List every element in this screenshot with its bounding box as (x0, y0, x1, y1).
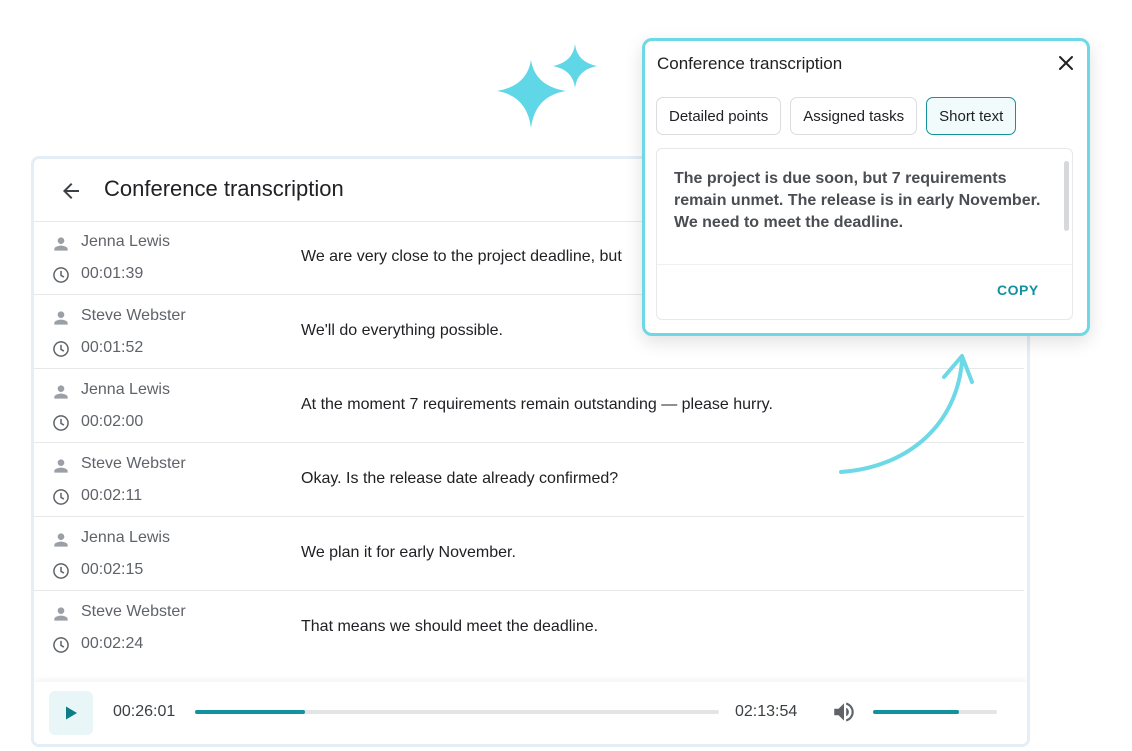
close-button[interactable] (1055, 52, 1077, 74)
timestamp: 00:02:15 (81, 561, 144, 578)
message-text: We'll do everything possible. (301, 322, 503, 339)
summary-popup (642, 38, 1090, 336)
scrollbar[interactable] (1064, 161, 1069, 231)
transcript-row[interactable] (34, 517, 1024, 591)
person-icon (51, 308, 71, 328)
person-icon (51, 456, 71, 476)
summary-text: The project is due soon, but 7 requirements remain unmet. The release is in early November. We need to meet the deadline. (674, 170, 1041, 231)
timestamp: 00:02:24 (81, 635, 144, 652)
progress-slider[interactable] (195, 710, 719, 714)
transcript-row[interactable] (34, 591, 1024, 664)
copy-button[interactable]: COPY (997, 282, 1039, 298)
tab-detailed-points[interactable]: Detailed points (656, 97, 781, 135)
divider (657, 264, 1072, 265)
curved-arrow-icon (835, 345, 980, 480)
clock-icon (51, 487, 71, 507)
message-text: That means we should meet the deadline. (301, 618, 599, 635)
timestamp: 00:01:52 (81, 339, 144, 356)
clock-icon (51, 635, 71, 655)
message-text: We plan it for early November. (301, 544, 516, 561)
volume-icon[interactable] (831, 699, 857, 725)
clock-icon (51, 339, 71, 359)
person-icon (51, 234, 71, 254)
play-icon (63, 705, 79, 721)
person-icon (51, 382, 71, 402)
speaker-name: Jenna Lewis (81, 233, 170, 250)
clock-icon (51, 265, 71, 285)
speaker-name: Steve Webster (81, 307, 186, 324)
audio-player (34, 682, 1027, 744)
play-button[interactable] (49, 691, 93, 735)
popup-title: Conference transcription (657, 54, 843, 73)
summary-tabs (656, 97, 1016, 135)
person-icon (51, 530, 71, 550)
close-icon (1058, 55, 1074, 71)
speaker-name: Steve Webster (81, 455, 186, 472)
summary-box (656, 148, 1073, 320)
message-text: At the moment 7 requirements remain outstanding — please hurry. (301, 396, 773, 413)
timestamp: 00:02:11 (81, 487, 143, 504)
speaker-name: Jenna Lewis (81, 529, 170, 546)
back-button[interactable] (57, 177, 85, 205)
timestamp: 00:02:00 (81, 413, 144, 430)
timestamp: 00:01:39 (81, 265, 144, 282)
person-icon (51, 604, 71, 624)
speaker-name: Jenna Lewis (81, 381, 170, 398)
page-title: Conference transcription (104, 176, 344, 201)
sparkle-icon (495, 42, 601, 132)
clock-icon (51, 561, 71, 581)
clock-icon (51, 413, 71, 433)
tab-assigned-tasks[interactable]: Assigned tasks (790, 97, 917, 135)
elapsed-time: 00:26:01 (113, 703, 176, 720)
volume-slider[interactable] (873, 710, 997, 714)
back-arrow-icon (59, 179, 83, 203)
message-text: Okay. Is the release date already confirmed? (301, 470, 619, 487)
progress-fill (195, 710, 305, 714)
speaker-name: Steve Webster (81, 603, 186, 620)
message-text: We are very close to the project deadline, but (301, 248, 622, 265)
volume-fill (873, 710, 959, 714)
total-duration: 02:13:54 (735, 703, 798, 720)
tab-short-text[interactable]: Short text (926, 97, 1016, 135)
